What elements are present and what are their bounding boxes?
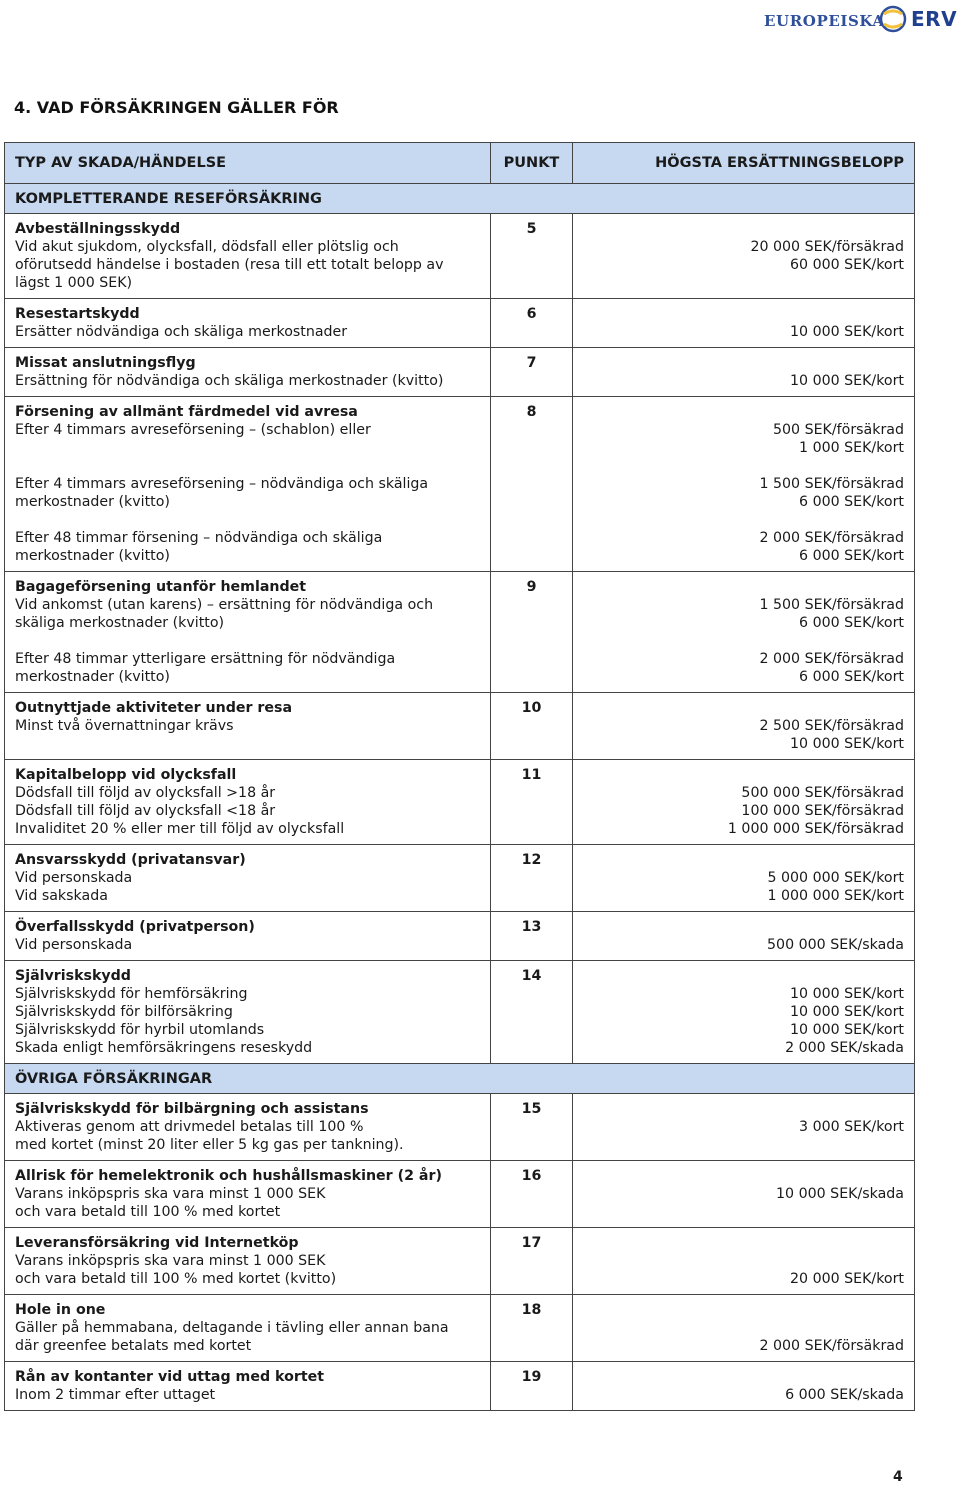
row-line: merkostnader (kvitto) — [15, 548, 170, 564]
table-row — [5, 397, 915, 572]
amount-line: 100 000 SEK/försäkrad — [741, 803, 904, 819]
row-line: Inom 2 timmar efter uttaget — [15, 1387, 216, 1403]
row-point: 16 — [491, 1161, 573, 1228]
table-row — [5, 1228, 915, 1295]
amount-line: 10 000 SEK/kort — [790, 986, 904, 1002]
table-row — [5, 214, 915, 299]
row-title: Bagageförsening utanför hemlandet — [15, 579, 307, 595]
row-line: Minst två övernattningar krävs — [15, 718, 234, 734]
row-title: Självriskskydd för bilbärgning och assistans — [15, 1101, 369, 1117]
row-amount — [573, 572, 915, 693]
amount-line: 1 500 SEK/försäkrad — [759, 476, 904, 492]
row-description — [5, 397, 491, 572]
row-amount — [573, 1094, 915, 1161]
row-line: merkostnader (kvitto) — [15, 494, 170, 510]
amount-line: 60 000 SEK/kort — [790, 257, 904, 273]
row-description — [5, 693, 491, 760]
row-amount — [573, 214, 915, 299]
row-line: Varans inköpspris ska vara minst 1 000 SEK — [15, 1186, 326, 1202]
row-point: 13 — [491, 912, 573, 961]
amount-line: 3 000 SEK/kort — [799, 1119, 904, 1135]
row-title: Försening av allmänt färdmedel vid avresa — [15, 404, 358, 420]
table-row — [5, 693, 915, 760]
amount-line: 500 000 SEK/försäkrad — [741, 785, 904, 801]
table-row — [5, 1295, 915, 1362]
row-amount — [573, 348, 915, 397]
row-line: Självriskskydd för hemförsäkring — [15, 986, 248, 1002]
row-amount — [573, 1228, 915, 1295]
row-line: Efter 4 timmars avreseförsening – nödvändiga och skäliga — [15, 476, 429, 492]
row-line: Vid ankomst (utan karens) – ersättning för nödvändiga och — [15, 597, 434, 613]
row-line: Ersättning för nödvändiga och skäliga merkostnader (kvitto) — [15, 373, 444, 389]
logo-brand-text: EUROPEISKA — [764, 12, 885, 30]
row-line: Invaliditet 20 % eller mer till följd av olycksfall — [15, 821, 345, 837]
row-point: 12 — [491, 845, 573, 912]
amount-line: 2 000 SEK/försäkrad — [759, 530, 904, 546]
section-label: ÖVRIGA FÖRSÄKRINGAR — [5, 1064, 915, 1094]
row-amount — [573, 1362, 915, 1411]
row-title: Resestartskydd — [15, 306, 140, 322]
row-point: 15 — [491, 1094, 573, 1161]
row-point: 7 — [491, 348, 573, 397]
row-title: Kapitalbelopp vid olycksfall — [15, 767, 237, 783]
row-title: Leveransförsäkring vid Internetköp — [15, 1235, 299, 1251]
table-row — [5, 912, 915, 961]
row-line: Efter 48 timmar ytterligare ersättning för nödvändiga — [15, 651, 396, 667]
table-row — [5, 1362, 915, 1411]
row-line: Självriskskydd för hyrbil utomlands — [15, 1022, 265, 1038]
row-point: 17 — [491, 1228, 573, 1295]
row-line: merkostnader (kvitto) — [15, 669, 170, 685]
amount-line: 6 000 SEK/kort — [799, 669, 904, 685]
section-row-ovriga — [5, 1064, 915, 1094]
amount-line: 10 000 SEK/kort — [790, 1022, 904, 1038]
amount-line: 500 000 SEK/skada — [767, 937, 904, 953]
amount-line: 10 000 SEK/kort — [790, 1004, 904, 1020]
row-description — [5, 760, 491, 845]
column-header-point: PUNKT — [491, 143, 573, 184]
row-amount — [573, 1161, 915, 1228]
row-line: Dödsfall till följd av olycksfall >18 år — [15, 785, 276, 801]
row-line: Vid sakskada — [15, 888, 108, 904]
section-label: KOMPLETTERANDE RESEFÖRSÄKRING — [5, 184, 915, 214]
section-title: 4. VAD FÖRSÄKRINGEN GÄLLER FÖR — [14, 98, 339, 117]
row-point: 6 — [491, 299, 573, 348]
logo-erv-text: ERV — [911, 7, 958, 31]
amount-line: 2 000 SEK/skada — [785, 1040, 904, 1056]
coverage-table — [4, 142, 915, 1411]
row-description — [5, 961, 491, 1064]
amount-line: 10 000 SEK/kort — [790, 736, 904, 752]
row-line: Självriskskydd för bilförsäkring — [15, 1004, 233, 1020]
column-header-type: TYP AV SKADA/HÄNDELSE — [5, 143, 491, 184]
row-title: Överfallsskydd (privatperson) — [15, 919, 255, 935]
amount-line: 2 500 SEK/försäkrad — [759, 718, 904, 734]
row-line: Vid personskada — [15, 870, 133, 886]
row-amount — [573, 961, 915, 1064]
row-title: Hole in one — [15, 1302, 106, 1318]
row-line: lägst 1 000 SEK) — [15, 275, 133, 291]
row-line: Dödsfall till följd av olycksfall <18 år — [15, 803, 276, 819]
amount-line: 1 500 SEK/försäkrad — [759, 597, 904, 613]
row-title: Outnyttjade aktiviteter under resa — [15, 700, 293, 716]
table-row — [5, 1161, 915, 1228]
row-description — [5, 299, 491, 348]
section-row-kompletterande — [5, 184, 915, 214]
row-description — [5, 1228, 491, 1295]
amount-line: 6 000 SEK/kort — [799, 548, 904, 564]
europeiska-erv-logo — [760, 4, 960, 36]
amount-line: 1 000 000 SEK/kort — [767, 888, 904, 904]
row-description — [5, 348, 491, 397]
row-point: 11 — [491, 760, 573, 845]
row-line: med kortet (minst 20 liter eller 5 kg gas per tankning). — [15, 1137, 404, 1153]
row-point: 19 — [491, 1362, 573, 1411]
amount-line: 6 000 SEK/skada — [785, 1387, 904, 1403]
column-header-max-amount: HÖGSTA ERSÄTTNINGSBELOPP — [573, 143, 915, 184]
table-row — [5, 572, 915, 693]
row-title: Rån av kontanter vid uttag med kortet — [15, 1369, 325, 1385]
amount-line: 20 000 SEK/kort — [790, 1271, 904, 1287]
amount-line: 10 000 SEK/skada — [776, 1186, 904, 1202]
amount-line: 5 000 000 SEK/kort — [767, 870, 904, 886]
row-line: Gäller på hemmabana, deltagande i tävling eller annan bana — [15, 1320, 449, 1336]
row-description — [5, 1362, 491, 1411]
row-amount — [573, 693, 915, 760]
amount-line: 6 000 SEK/kort — [799, 494, 904, 510]
amount-line: 2 000 SEK/försäkrad — [759, 1338, 904, 1354]
row-line: och vara betald till 100 % med kortet — [15, 1204, 281, 1220]
row-line: Efter 4 timmars avreseförsening – (schablon) eller — [15, 422, 371, 438]
row-line: Vid personskada — [15, 937, 133, 953]
row-amount — [573, 845, 915, 912]
row-amount — [573, 299, 915, 348]
row-amount — [573, 912, 915, 961]
row-title: Självriskskydd — [15, 968, 131, 984]
row-line: Efter 48 timmar försening – nödvändiga och skäliga — [15, 530, 383, 546]
row-description — [5, 845, 491, 912]
row-amount — [573, 760, 915, 845]
table-row — [5, 845, 915, 912]
row-point: 5 — [491, 214, 573, 299]
amount-line: 2 000 SEK/försäkrad — [759, 651, 904, 667]
table-row — [5, 1094, 915, 1161]
amount-line: 500 SEK/försäkrad — [773, 422, 904, 438]
row-point: 9 — [491, 572, 573, 693]
page-number: 4 — [893, 1469, 903, 1485]
row-amount — [573, 1295, 915, 1362]
table-row — [5, 299, 915, 348]
row-point: 10 — [491, 693, 573, 760]
row-line: Vid akut sjukdom, olycksfall, dödsfall eller plötslig och — [15, 239, 399, 255]
row-description — [5, 214, 491, 299]
row-title: Missat anslutningsflyg — [15, 355, 196, 371]
row-description — [5, 1094, 491, 1161]
table-row — [5, 961, 915, 1064]
row-description — [5, 572, 491, 693]
row-line: där greenfee betalats med kortet — [15, 1338, 252, 1354]
amount-line: 1 000 000 SEK/försäkrad — [727, 821, 904, 837]
row-line: Varans inköpspris ska vara minst 1 000 SEK — [15, 1253, 326, 1269]
row-title: Ansvarsskydd (privatansvar) — [15, 852, 246, 868]
erv-swirl-icon — [878, 4, 908, 34]
row-description — [5, 1295, 491, 1362]
amount-line: 20 000 SEK/försäkrad — [750, 239, 904, 255]
table-row — [5, 348, 915, 397]
row-amount — [573, 397, 915, 572]
amount-line: 6 000 SEK/kort — [799, 615, 904, 631]
row-line: skäliga merkostnader (kvitto) — [15, 615, 225, 631]
row-line: Aktiveras genom att drivmedel betalas till 100 % — [15, 1119, 364, 1135]
row-line: och vara betald till 100 % med kortet (kvitto) — [15, 1271, 337, 1287]
row-point: 18 — [491, 1295, 573, 1362]
row-title: Avbeställningsskydd — [15, 221, 181, 237]
row-point: 8 — [491, 397, 573, 572]
amount-line: 1 000 SEK/kort — [799, 440, 904, 456]
row-line: Ersätter nödvändiga och skäliga merkostnader — [15, 324, 348, 340]
row-point: 14 — [491, 961, 573, 1064]
row-description — [5, 912, 491, 961]
row-description — [5, 1161, 491, 1228]
table-header-row — [5, 143, 915, 184]
row-line: Skada enligt hemförsäkringens reseskydd — [15, 1040, 313, 1056]
row-line: oförutsedd händelse i bostaden (resa till ett totalt belopp av — [15, 257, 444, 273]
table-row — [5, 760, 915, 845]
amount-line: 10 000 SEK/kort — [790, 324, 904, 340]
row-title: Allrisk för hemelektronik och hushållsmaskiner (2 år) — [15, 1168, 442, 1184]
amount-line: 10 000 SEK/kort — [790, 373, 904, 389]
